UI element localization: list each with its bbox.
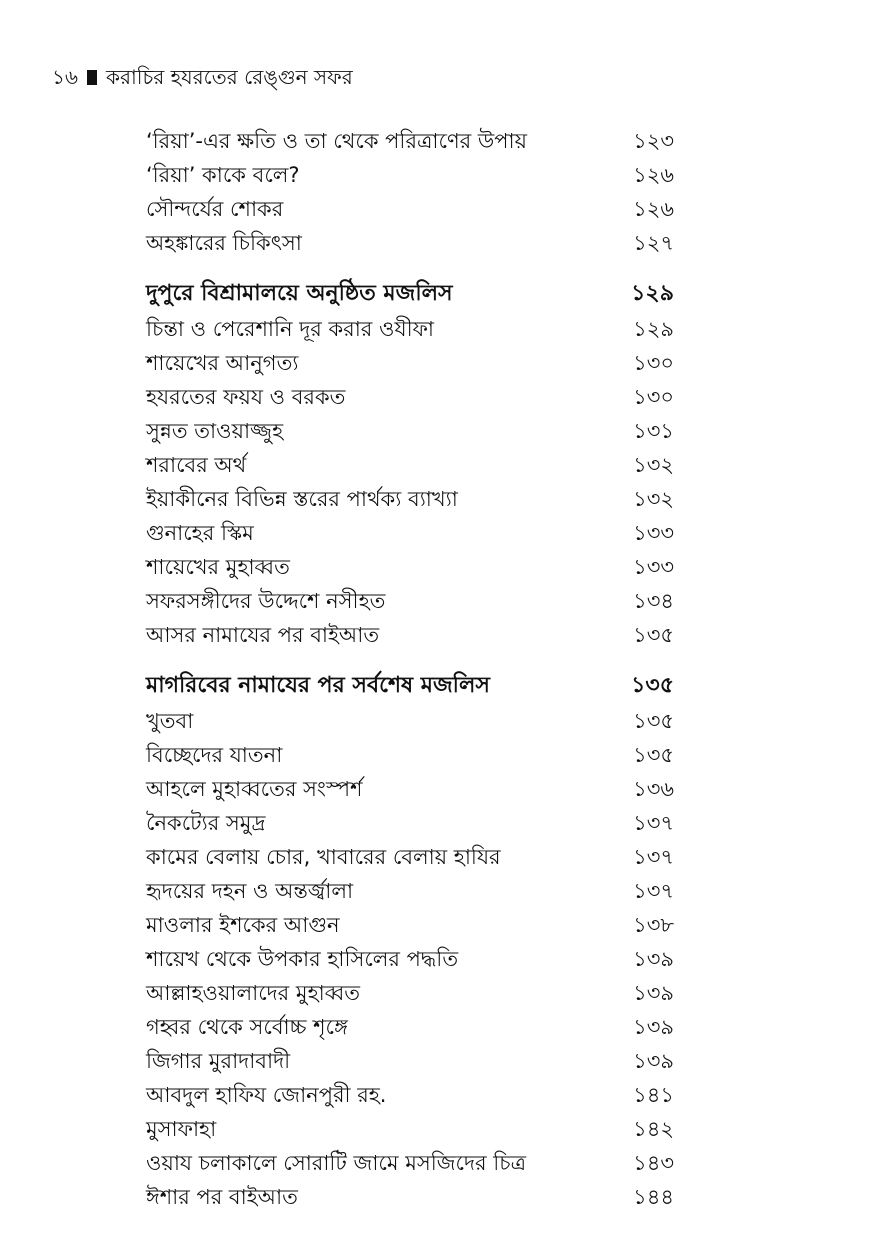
toc-entry (146, 806, 674, 840)
toc-entry-page: ১৩৭ (633, 845, 674, 869)
toc-entry-page: ১৩০ (633, 351, 674, 375)
toc-entry-page: ১৩৪ (633, 589, 674, 613)
toc-entry-page: ১২৬ (633, 163, 674, 187)
toc-entry-page: ১২৩ (633, 129, 674, 153)
toc-entry (146, 312, 674, 346)
toc-entry-page: ১২৬ (633, 197, 674, 221)
toc-entry-page: ১৩৫ (633, 709, 674, 733)
page-number: ১৬ (52, 65, 78, 89)
toc-entry-title: আবদুল হাফিয জোনপুরী রহ. (146, 1083, 387, 1107)
toc-section-heading (146, 276, 674, 312)
toc-entry (146, 158, 674, 192)
toc-entry (146, 1146, 674, 1180)
toc-entry-title: অহঙ্কারের চিকিৎসা (146, 231, 302, 255)
toc-entry (146, 1112, 674, 1146)
toc-entry-page: ১৩২ (633, 487, 674, 511)
toc-entry (146, 448, 674, 482)
toc-entry-title: ‘রিয়া’ কাকে বলে? (146, 163, 300, 187)
toc-entry-title: বিচ্ছেদের যাতনা (146, 743, 283, 767)
toc-entry-title: মুসাফাহা (146, 1117, 217, 1141)
toc-entry-page: ১৪১ (633, 1083, 674, 1107)
toc-entry-title: নৈকট্যের সমুদ্র (146, 811, 266, 835)
toc-entry-page: ১৩৫ (633, 623, 674, 647)
running-header (52, 62, 353, 92)
toc-entry (146, 1078, 674, 1112)
toc-entry-title: হৃদয়ের দহন ও অন্তর্জ্বালা (146, 879, 354, 903)
toc-entry-title: সফরসঙ্গীদের উদ্দেশে নসীহত (146, 589, 386, 613)
toc-entry (146, 192, 674, 226)
toc-entry-page: ১২৯ (631, 281, 674, 306)
toc-entry-title: শায়েখের আনুগত্য (146, 351, 299, 375)
toc-entry (146, 772, 674, 806)
toc-entry-page: ১৪৪ (633, 1185, 674, 1209)
toc-entry-title: গহ্বর থেকে সর্বোচ্চ শৃঙ্গে (146, 1015, 348, 1039)
toc-entry (146, 874, 674, 908)
toc-entry-page: ১৩১ (633, 419, 674, 443)
toc-entry-page: ১৪২ (633, 1117, 674, 1141)
toc-entry-title: ‘রিয়া’-এর ক্ষতি ও তা থেকে পরিত্রাণের উপায় (146, 129, 527, 153)
toc-entry-page: ১৩৫ (631, 673, 674, 698)
toc-entry-page: ১২৭ (633, 231, 674, 255)
toc-entry-title: কামের বেলায় চোর, খাবারের বেলায় হাযির (146, 845, 501, 869)
toc-entry (146, 618, 674, 652)
toc-entry (146, 346, 674, 380)
toc-entry-title: জিগার মুরাদাবাদী (146, 1049, 291, 1073)
toc-entry (146, 908, 674, 942)
toc-entry-title: ঈশার পর বাইআত (146, 1185, 298, 1209)
toc-entry-page: ১৩৭ (633, 811, 674, 835)
toc-entry (146, 1180, 674, 1214)
toc-entry-title: গুনাহের স্কিম (146, 521, 254, 545)
toc-entry-page: ১৩৫ (633, 743, 674, 767)
book-title: করাচির হযরতের রেঙ্গুন সফর (105, 65, 353, 89)
toc-entry-title: সুন্নত তাওয়াজ্জুহ (146, 419, 284, 443)
toc-entry (146, 482, 674, 516)
toc-entry (146, 942, 674, 976)
toc-entry-page: ১২৯ (633, 317, 674, 341)
toc-entry-page: ১৩২ (633, 453, 674, 477)
toc-entry-page: ১৩৩ (633, 555, 674, 579)
toc-entry (146, 226, 674, 260)
toc-entry (146, 124, 674, 158)
toc-entry-title: ইয়াকীনের বিভিন্ন স্তরের পার্থক্য ব্যাখ্যা (146, 487, 458, 511)
toc-entry (146, 550, 674, 584)
toc-entry (146, 1044, 674, 1078)
toc-entry-page: ১৩৯ (633, 1015, 674, 1039)
toc-entry-title: শায়েখ থেকে উপকার হাসিলের পদ্ধতি (146, 947, 459, 971)
toc-entry-page: ১৩৯ (633, 947, 674, 971)
toc-section-heading (146, 668, 674, 704)
toc-entry-title: আহলে মুহাব্বতের সংস্পর্শ (146, 777, 363, 801)
toc-entry-title: চিন্তা ও পেরেশানি দূর করার ওযীফা (146, 317, 435, 341)
toc-entry-title: হযরতের ফয়য ও বরকত (146, 385, 346, 409)
toc-entry-page: ১৩৯ (633, 981, 674, 1005)
toc-entry (146, 840, 674, 874)
toc-entry (146, 584, 674, 618)
toc-entry (146, 976, 674, 1010)
toc-entry-page: ১৩৩ (633, 521, 674, 545)
toc-entry (146, 738, 674, 772)
toc-entry (146, 516, 674, 550)
toc-entry-page: ১৪৩ (633, 1151, 674, 1175)
toc-entry-page: ১৩৮ (633, 913, 674, 937)
toc-entry-title: শায়েখের মুহাব্বত (146, 555, 290, 579)
toc-entry-page: ১৩৭ (633, 879, 674, 903)
toc-entry-title: আসর নামাযের পর বাইআত (146, 623, 380, 647)
toc-entry-title: শরাবের অর্থ (146, 453, 247, 477)
toc-entry-title: সৌন্দর্যের শোকর (146, 197, 284, 221)
toc-entry (146, 380, 674, 414)
toc-entry (146, 704, 674, 738)
toc-entry-title: ওয়ায চলাকালে সোরাটি জামে মসজিদের চিত্র (146, 1151, 526, 1175)
toc-entry-title: মাগরিবের নামাযের পর সর্বশেষ মজলিস (146, 673, 490, 698)
toc-entry-page: ১৩৯ (633, 1049, 674, 1073)
toc-entry-page: ১৩৬ (633, 777, 674, 801)
toc-entry (146, 414, 674, 448)
toc-entry-title: দুপুরে বিশ্রামালয়ে অনুষ্ঠিত মজলিস (146, 281, 453, 306)
toc-entry-page: ১৩০ (633, 385, 674, 409)
square-bullet-icon (87, 70, 97, 85)
toc-entry (146, 1010, 674, 1044)
table-of-contents (146, 124, 674, 1214)
toc-entry-title: মাওলার ইশকের আগুন (146, 913, 340, 937)
toc-entry-title: আল্লাহওয়ালাদের মুহাব্বত (146, 981, 360, 1005)
toc-entry-title: খুতবা (146, 709, 194, 733)
